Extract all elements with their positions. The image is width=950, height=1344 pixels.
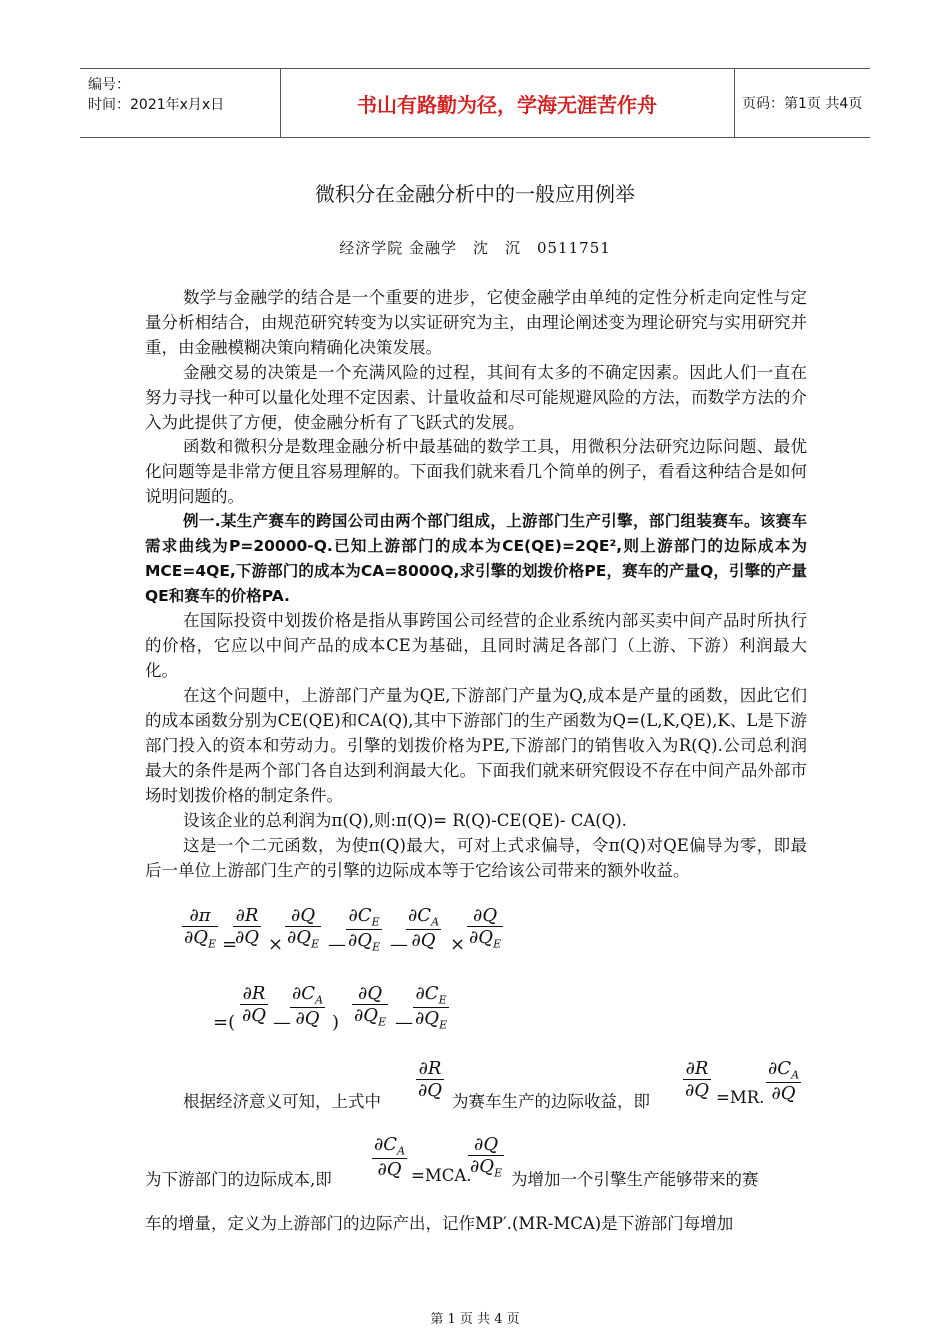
minus-sign: — <box>395 1012 413 1033</box>
author-line: 经济学院 金融学 沈 沉 0511751 <box>339 239 611 257</box>
frac-dR-dQ-inline: $\frac{\partial R}{\partial Q}$ <box>685 1058 710 1101</box>
paragraph-2: 金融交易的决策是一个充满风险的过程，其间有太多的不确定因素。因此人们一直在努力寻找一种可以量化处理不定因素、计量收益和尽可能规避风险的方法，而数学方法的介入为此提供了方便，使金融分析有了飞跃式的发展。 <box>145 363 807 432</box>
paragraph-3: 函数和微积分是数理金融分析中最基础的数学工具，用微积分法研究边际问题、最优化问题等是非常方便且容易理解的。下面我们就来看几个简单的例子，看看这种结合是如何说明问题的。 <box>145 437 807 506</box>
equals-sign: = <box>222 934 238 955</box>
paragraph-1: 数学与金融学的结合是一个重要的进步，它使金融学由单纯的定性分析走向定性与定量分析相结合，由规范研究转变为以实证研究为主，由理论阐述变为理论研究与实用研究并重，由金融模糊决策向精确化决策发展。 <box>145 288 807 357</box>
frac-dCE-dQE: $\frac{\partial C_E}{\partial Q_E}$ <box>348 905 381 954</box>
text-line-3: 车的增量，定义为上游部门的边际产出，记作MP′.(MR-MCA)是下游部门每增加 <box>145 1214 734 1233</box>
frac-dpi-dQE: $\frac{\partial\pi}{\partial Q_E}$ <box>184 905 217 951</box>
rparen: ) <box>332 1012 340 1033</box>
text-line-2b: =MCA. <box>411 1166 472 1185</box>
frac-dR-dQ-inline: $\frac{\partial R}{\partial Q}$ <box>418 1058 443 1101</box>
paragraph-example-1: 例一.某生产赛车的跨国公司由两个部门组成，上游部门生产引擎，部门组装赛车。该赛车需求曲线为P=20000-Q.已知上游部门的成本为CE(QE)=2QE²,则上游部门的边际成本为MCE=4QE,下游部门的成本为CA=8000Q,求引擎的划拨价格PE，赛车的产量Q，引擎的产量QE和赛车的价格PA. <box>145 512 807 605</box>
frac-dQ-dQE: $\frac{\partial Q}{\partial Q_E}$ <box>287 905 320 951</box>
frac-dQ-dQE-inline: $\frac{\partial Q}{\partial Q_E}$ <box>470 1134 503 1180</box>
header-info-cell <box>80 69 281 137</box>
text-line-1a: 根据经济意义可知，上式中 <box>183 1092 381 1111</box>
text-line-2c: 为增加一个引擎生产能够带来的赛 <box>511 1170 759 1189</box>
header-table <box>80 68 870 138</box>
frac-dCA-dQ-inline: $\frac{\partial C_A}{\partial Q}$ <box>768 1058 800 1104</box>
frac-dCA-dQ: $\frac{\partial C_A}{\partial Q}$ <box>408 905 440 951</box>
minus-sign: — <box>390 934 408 955</box>
document-title: 微积分在金融分析中的一般应用例举 <box>315 182 635 206</box>
times-sign: × <box>450 934 466 955</box>
times-sign: × <box>268 934 284 955</box>
header-motto: 书山有路勤为径，学海无涯苦作舟 <box>280 69 735 137</box>
header-page-label: 页码：第1页 共4页 <box>742 96 863 112</box>
equals-lparen: =( <box>213 1012 236 1033</box>
frac-dCA-dQ: $\frac{\partial C_A}{\partial Q}$ <box>292 983 324 1029</box>
frac-dR-dQ: $\frac{\partial R}{\partial Q}$ <box>235 905 260 948</box>
frac-dQ-dQE: $\frac{\partial Q}{\partial Q_E}$ <box>354 983 387 1029</box>
time-label: 时间：2021年x月x日 <box>88 97 225 113</box>
frac-dCA-dQ-inline: $\frac{\partial C_A}{\partial Q}$ <box>374 1134 406 1180</box>
frac-dCE-dQE: $\frac{\partial C_E}{\partial Q_E}$ <box>415 983 448 1032</box>
minus-sign: — <box>328 934 346 955</box>
paragraph-5: 在国际投资中划拨价格是指从事跨国公司经营的企业系统内部买卖中间产品时所执行的价格，它应以中间产品的成本CE为基础，且同时满足各部门（上游、下游）利润最大化。 <box>145 611 807 680</box>
frac-dQ-dQE: $\frac{\partial Q}{\partial Q_E}$ <box>469 905 502 951</box>
paragraph-6: 在这个问题中，上游部门产量为QE,下游部门产量为Q,成本是产量的函数，因此它们的成本函数分别为CE(QE)和CA(Q),其中下游部门的生产函数为Q=(L,K,QE),K、L是下游部门投入的资本和劳动力。引擎的划拨价格为PE,下游部门的销售收入为R(Q).公司总利润最大的条件是两个部门各自达到利润最大化。下面我们就来研究假设不存在中间产品外部市场时划拨价格的制定条件。 <box>145 686 807 805</box>
page-footer: 第 1 页 共 4 页 <box>430 1312 520 1327</box>
paragraph-8: 这是一个二元函数，为使π(Q)最大，可对上式求偏导，令π(Q)对QE偏导为零，即最后一单位上游部门生产的引擎的边际成本等于它给该公司带来的额外收益。 <box>145 836 807 880</box>
text-line-1b: 为赛车生产的边际收益，即 <box>452 1092 650 1111</box>
text-line-2a: 为下游部门的边际成本,即 <box>145 1170 332 1189</box>
paragraph-7: 设该企业的总利润为π(Q),则:π(Q)= R(Q)-CE(QE)- CA(Q). <box>183 811 627 830</box>
frac-dR-dQ: $\frac{\partial R}{\partial Q}$ <box>242 983 267 1026</box>
text-line-1c: =MR. <box>716 1088 765 1107</box>
number-label: 编号： <box>88 77 130 93</box>
minus-sign: — <box>273 1012 291 1033</box>
